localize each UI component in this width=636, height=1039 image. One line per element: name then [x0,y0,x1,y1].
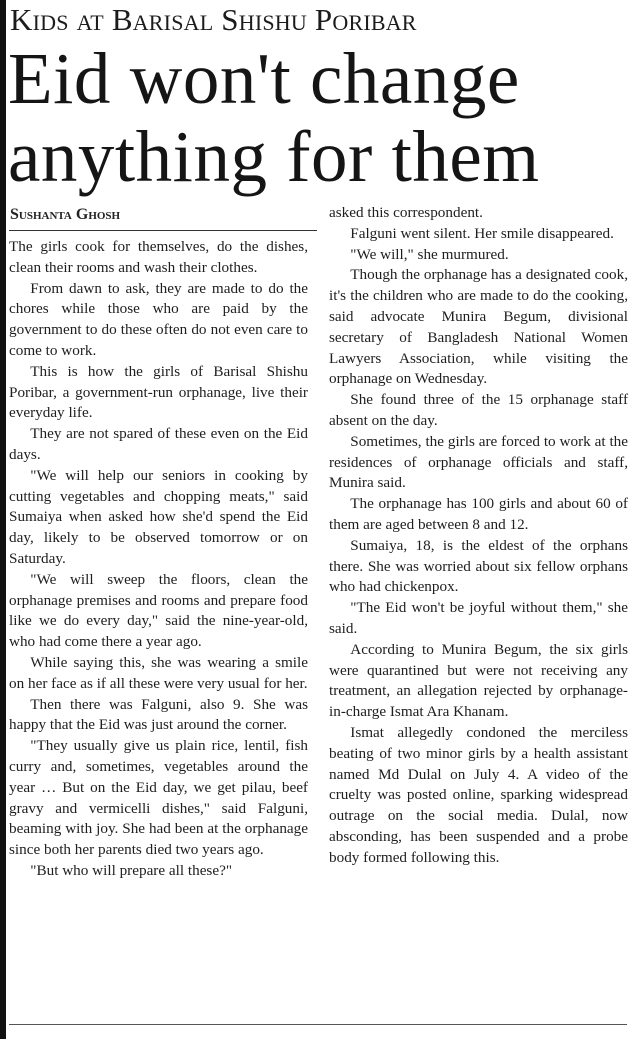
page-edge-bar [0,0,6,1039]
headline-line-2: anything for them [8,116,540,197]
paragraph: They are not spared of these even on the Eid days. [9,425,308,463]
headline-line-1: Eid won't change [8,38,520,119]
paragraph: Though the orphanage has a designated cook, it's the children who are made to do the cooking, said advocate Munira Begum, divisional secretary of Bangladesh National Women Lawyers Association, while visiting the orphanage on Wednesday. [329,266,628,388]
paragraph: "We will," she murmured. [350,245,509,263]
paragraph: According to Munira Begum, the six girls were quarantined but were not receiving any treatment, an allegation rejected by orphanage-in-charge Ismat Ara Khanam. [329,640,628,721]
paragraph: Ismat allegedly condoned the merciless beating of two minor girls by a health assistant named Md Dulal on July 4. A video of the cruelty was posted online, sparking widespread outrage on the social media. Dulal, now absconding, has been suspended and a probe body formed following this. [329,723,628,866]
kicker: Kids at Barisal Shishu Poribar [10,2,417,37]
paragraph: This is how the girls of Barisal Shishu Poribar, a government-run orphanage, live their everyday life. [9,362,308,422]
paragraph: asked this correspondent. [329,204,483,221]
article-column-right [329,203,628,869]
byline: Sushanta Ghosh [10,206,121,223]
paragraph: Then there was Falguni, also 9. She was happy that the Eid was just around the corner. [9,695,308,734]
article-column-left [9,237,308,882]
byline-divider [9,230,317,231]
paragraph: From dawn to ask, they are made to do the chores while those who are paid by the government to do these often do not even care to come to work. [9,279,308,359]
paragraph: The orphanage has 100 girls and about 60 of them are aged between 8 and 12. [329,495,628,533]
paragraph: "We will sweep the floors, clean the orphanage premises and rooms and prepare food like we do every day," said the nine-year-old, who had come there a year ago. [9,570,308,651]
paragraph: Sometimes, the girls are forced to work at the residences of orphanage officials and staff, Munira said. [329,432,628,492]
paragraph: She found three of the 15 orphanage staff absent on the day. [329,391,628,429]
paragraph: While saying this, she was wearing a smile on her face as if all these were very usual for her. [9,653,308,692]
paragraph: The girls cook for themselves, do the dishes, clean their rooms and wash their clothes. [9,238,308,276]
paragraph: "But who will prepare all these?" [30,861,233,879]
paragraph: "They usually give us plain rice, lentil, fish curry and, sometimes, vegetables around the year … But on the Eid day, we get pilau, beef gravy and vermicelli dishes," said Falguni, beaming with joy. She had been at the orphanage since both her parents died two years ago. [9,737,308,859]
headline [8,40,628,196]
paragraph: "The Eid won't be joyful without them," she said. [329,599,628,637]
paragraph: Sumaiya, 18, is the eldest of the orphans there. She was worried about six fellow orphans who had chickenpox. [329,536,628,596]
bottom-divider [9,1024,627,1025]
paragraph: Falguni went silent. Her smile disappeared. [350,224,614,242]
paragraph: "We will help our seniors in cooking by cutting vegetables and chopping meats," said Sumaiya when asked how she'd spend the Eid day, likely to be observed tomorrow or on Saturday. [9,466,308,567]
